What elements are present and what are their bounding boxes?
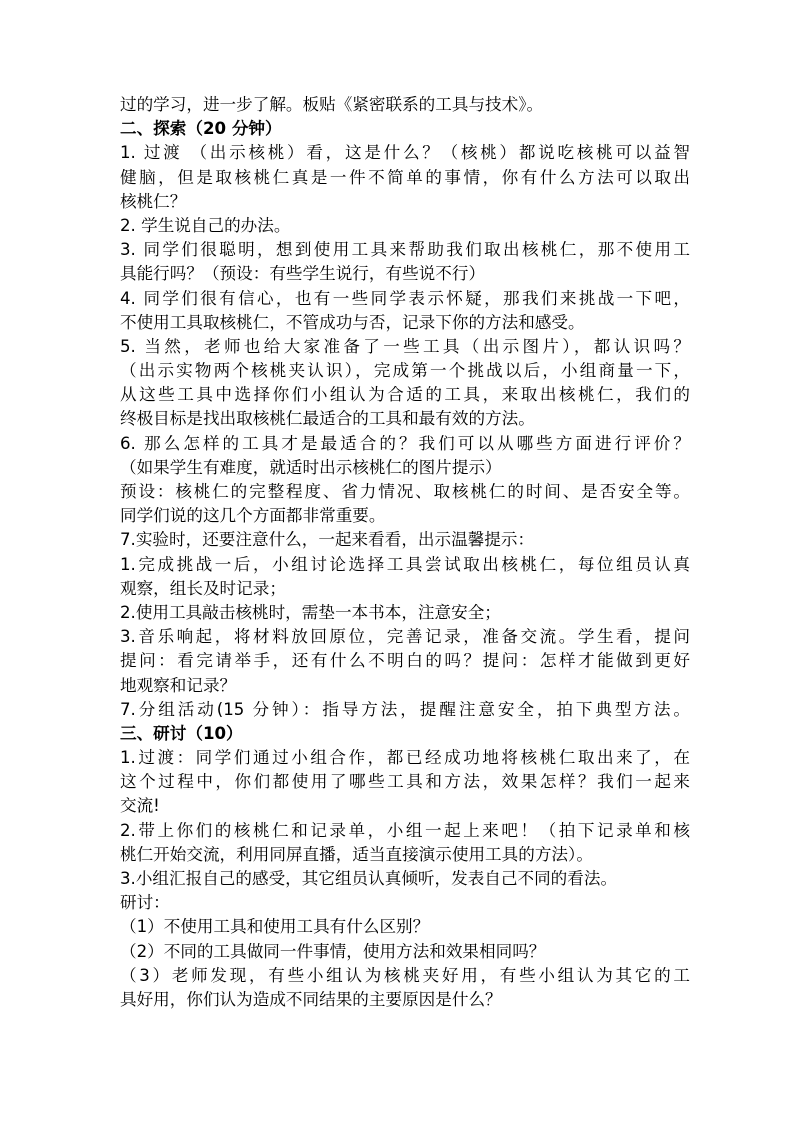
text-line: 具能行吗？（预设：有些学生说行，有些说不行） [120, 264, 486, 284]
text-line: 从这些工具中选择你们小组认为合适的工具，来取出核桃仁，我们的 [120, 385, 690, 405]
text-line: （如果学生有难度，就适时出示核桃仁的图片提示） [120, 457, 502, 477]
text-line: 2. 学生说自己的办法。 [120, 215, 291, 235]
text-line: 6. 那么怎样的工具才是最适合的？我们可以从哪些方面进行评价？ [120, 433, 690, 453]
text-line: 提问：看完请举手，还有什么不明白的吗？提问：怎样才能做到更好 [120, 651, 690, 671]
text-line: 1.完成挑战一后，小组讨论选择工具尝试取出核桃仁，每位组员认真 [120, 554, 690, 574]
text-line: 7.实验时，还要注意什么，一起来看看，出示温馨提示： [120, 530, 535, 550]
document-page [120, 93, 690, 1012]
text-line: 3. 同学们很聪明，想到使用工具来帮助我们取出核桃仁，那不使用工 [120, 240, 690, 260]
text-line: 交流! [120, 796, 160, 816]
text-line: 桃仁开始交流，利用同屏直播，适当直接演示使用工具的方法）。 [120, 844, 593, 864]
text-line: 终极目标是找出取核桃仁最适合的工具和最有效的方法。 [120, 409, 535, 429]
text-line: 1.过渡：同学们通过小组合作，都已经成功地将核桃仁取出来了，在 [120, 748, 690, 768]
text-line: 这个过程中，你们都使用了哪些工具和方法，效果怎样？我们一起来 [120, 772, 690, 792]
text-line: 4. 同学们很有信心，也有一些同学表示怀疑，那我们来挑战一下吧， [120, 288, 690, 308]
text-line: 过的学习，进一步了解。板贴《紧密联系的工具与技术》。 [120, 95, 544, 114]
text-line: （1）不使用工具和使用工具有什么区别？ [120, 917, 430, 937]
text-line: 7.分组活动(15 分钟）：指导方法，提醒注意安全，拍下典型方法。 [120, 699, 690, 719]
text-line: （出示实物两个核桃夹认识），完成第一个挑战以后，小组商量一下， [120, 361, 690, 381]
text-line: （2）不同的工具做同一件事情，使用方法和效果相同吗？ [120, 941, 546, 961]
text-line: 3.小组汇报自己的感受，其它组员认真倾听，发表自己不同的看法。 [120, 869, 618, 888]
text-line: 核桃仁？ [120, 191, 187, 211]
text-line: 2.带上你们的核桃仁和记录单，小组一起上来吧！（拍下记录单和核 [120, 820, 690, 840]
text-line: 研讨： [120, 893, 170, 913]
text-line: （3）老师发现，有些小组认为核桃夹好用，有些小组认为其它的工 [120, 965, 690, 985]
text-line: 1. 过渡 （出示核桃）看，这是什么？（核桃）都说吃核桃可以益智 [120, 143, 690, 163]
text-line: 不使用工具取核桃仁，不管成功与否，记录下你的方法和感受。 [120, 312, 585, 332]
section-heading: 三、研讨（10） [120, 723, 243, 743]
text-line: 预设：核桃仁的完整程度、省力情况、取核桃仁的时间、是否安全等。 [120, 482, 690, 501]
text-line: 健脑，但是取核桃仁真是一件不简单的事情，你有什么方法可以取出 [120, 167, 690, 187]
text-line: 具好用，你们认为造成不同结果的主要原因是什么？ [120, 989, 502, 1009]
text-line: 3.音乐响起，将材料放回原位，完善记录，准备交流。学生看，提问 [120, 627, 690, 647]
text-line: 地观察和记录？ [120, 675, 237, 695]
section-heading: 二、探索（20 分钟） [120, 119, 282, 139]
text-line: 5. 当然，老师也给大家准备了一些工具（出示图片），都认识吗？ [120, 336, 690, 356]
text-line: 观察，组长及时记录； [120, 578, 286, 598]
text-line: 同学们说的这几个方面都非常重要。 [120, 506, 386, 526]
text-line: 2.使用工具敲击核桃时，需垫一本书本，注意安全； [120, 602, 501, 622]
